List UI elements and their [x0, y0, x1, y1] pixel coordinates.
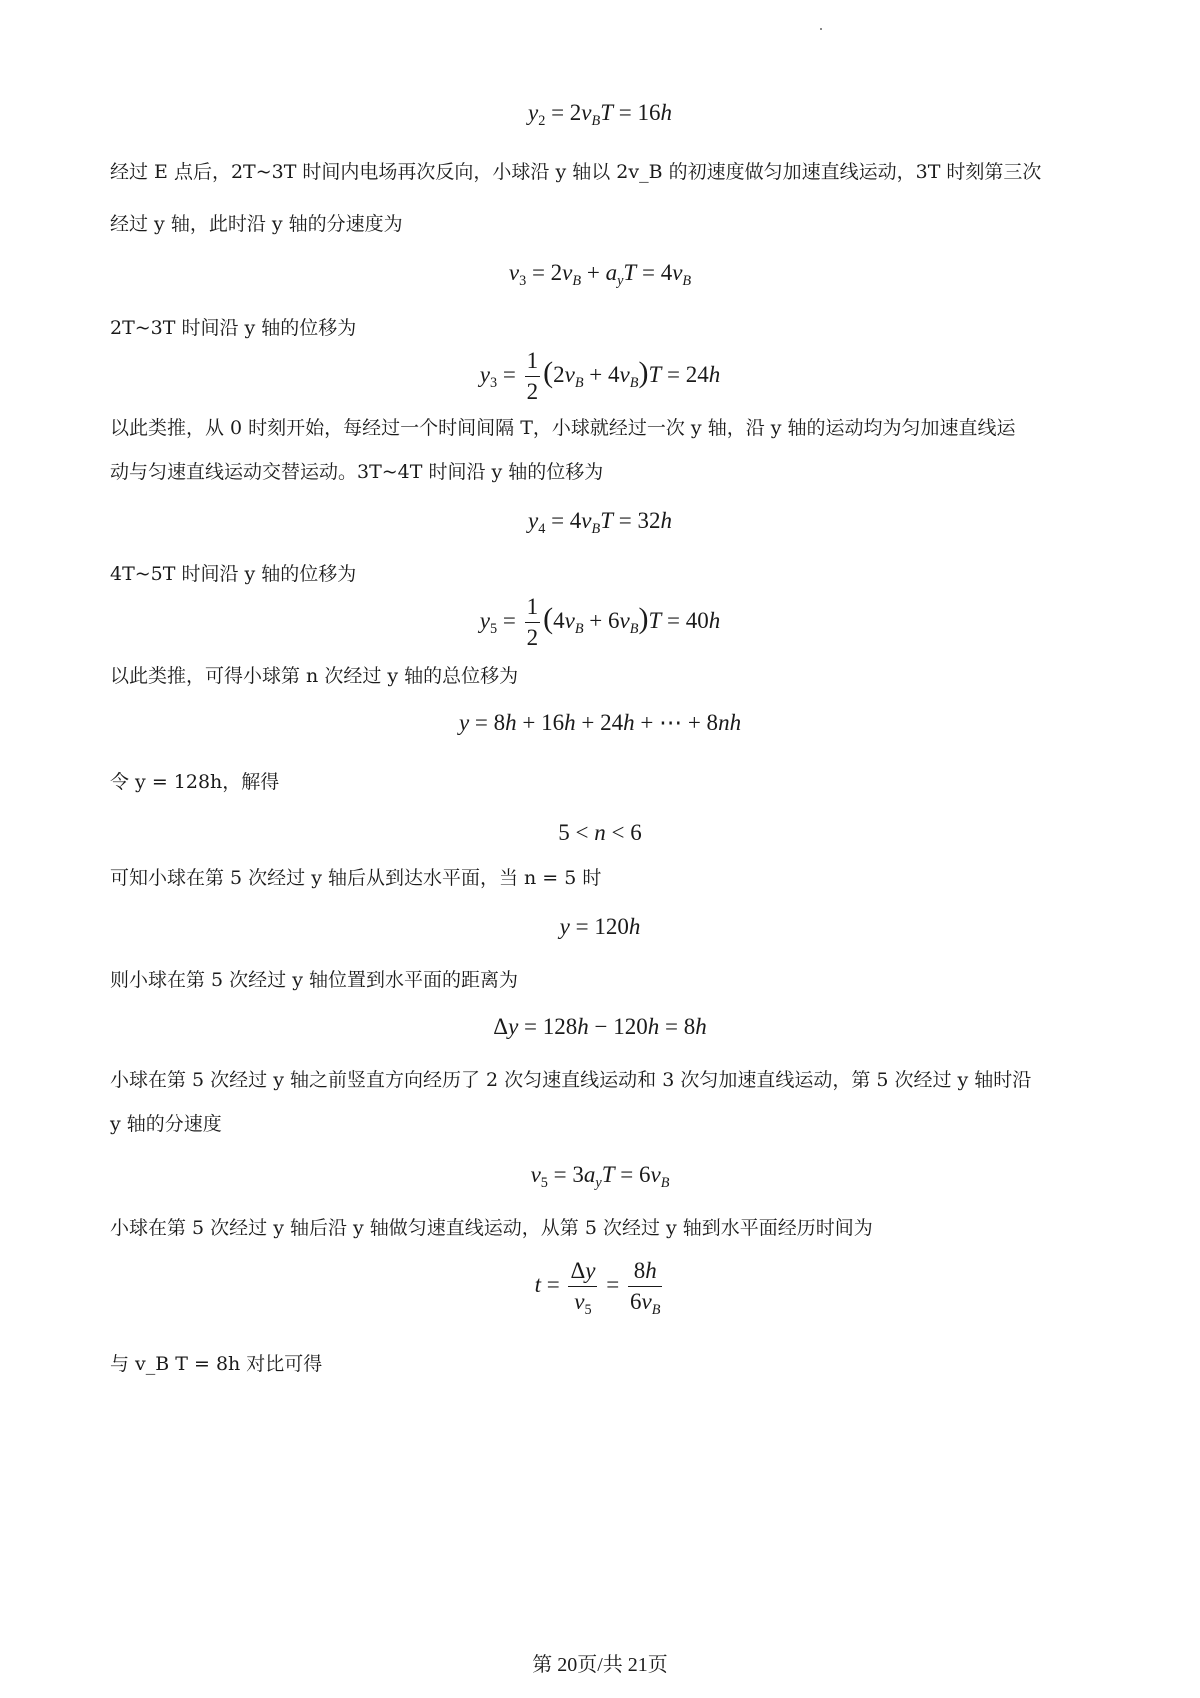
- paragraph-line: y 轴的分速度: [110, 1113, 222, 1135]
- equation-delta-y: Δy = 128h − 120h = 8h: [493, 1014, 707, 1039]
- paragraph-line: 令 y = 128h，解得: [110, 771, 280, 793]
- equation-y-sum: y = 8h + 16h + 24h + ⋯ + 8nh: [458, 710, 742, 735]
- paragraph-line: 经过 E 点后，2T~3T 时间内电场再次反向，小球沿 y 轴以 2v_B 的初速度做匀加速直线运动，3T 时刻第三次: [110, 161, 1042, 183]
- paragraph-line: 以此类推，从 0 时刻开始，每经过一个时间间隔 T，小球就经过一次 y 轴，沿 y 轴的运动均为匀加速直线运: [110, 417, 1016, 439]
- equation-y3: $y_3$ = $\frac{1}{2}$ $(2v_B + 4v_B)T = 24h$: [479, 348, 721, 404]
- equation-y5: $y_5$ = $\frac{1}{2}$ $(4v_B + 6v_B)T = 40h$: [479, 594, 721, 650]
- equation-y4: $y_4 = 4v_BT = 32h$: [527, 508, 673, 537]
- page-footer: 第 20页/共 21页: [532, 1654, 668, 1676]
- equation-t: t = $\frac{\Delta y}{v_5}$ = $\frac{8h}{6v_B}$: [534, 1258, 661, 1318]
- equation-y2: $y_2 = 2v_BT = 16h$: [527, 100, 673, 129]
- equation-v3: $v_3 = 2v_B + a_yT = 4v_B$: [508, 260, 692, 289]
- equation-n-range: 5 < n < 6: [558, 820, 642, 845]
- scan-speck: [820, 28, 822, 30]
- paragraph-line: 则小球在第 5 次经过 y 轴位置到水平面的距离为: [110, 969, 518, 991]
- paragraph-line: 动与匀速直线运动交替运动。3T~4T 时间沿 y 轴的位移为: [110, 461, 604, 483]
- paragraph-line: 经过 y 轴，此时沿 y 轴的分速度为: [110, 213, 403, 235]
- paragraph-line: 以此类推，可得小球第 n 次经过 y 轴的总位移为: [110, 665, 519, 687]
- paragraph-line: 2T~3T 时间沿 y 轴的位移为: [110, 317, 357, 339]
- equation-v5: $v_5 = 3a_yT = 6v_B$: [530, 1162, 670, 1191]
- paragraph-line: 可知小球在第 5 次经过 y 轴后从到达水平面，当 n = 5 时: [110, 867, 602, 889]
- paragraph-line: 4T~5T 时间沿 y 轴的位移为: [110, 563, 357, 585]
- paragraph-line: 小球在第 5 次经过 y 轴后沿 y 轴做匀速直线运动，从第 5 次经过 y 轴到水平面经历时间为: [110, 1217, 873, 1239]
- paragraph-line: 小球在第 5 次经过 y 轴之前竖直方向经历了 2 次匀速直线运动和 3 次匀加速直线运动，第 5 次经过 y 轴时沿: [110, 1069, 1032, 1091]
- paragraph-line: 与 v_B T = 8h 对比可得: [110, 1353, 323, 1375]
- equation-y120: y = 120h: [559, 914, 641, 939]
